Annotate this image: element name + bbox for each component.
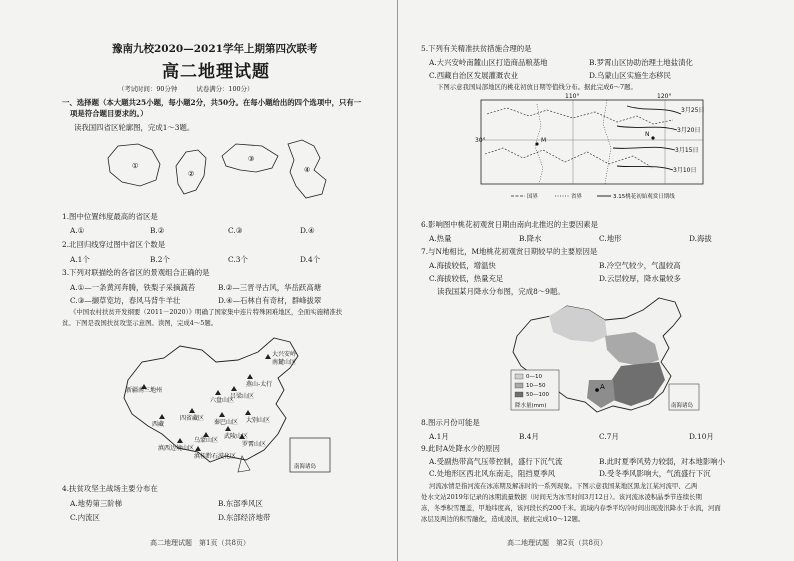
q3-option-c[interactable]: C.③—撷草览坊，春风马背牛羊壮 — [70, 296, 181, 305]
map2-label-9: 秦巴山区 — [214, 419, 239, 426]
map2-label-4: 六盘山区 — [210, 397, 235, 404]
q7-option-d[interactable]: D.云层较厚，降水量较多 — [599, 274, 681, 283]
map2-label-3: 新疆南三地州 — [126, 387, 163, 394]
map3-date-310: 3月10日 — [673, 167, 697, 174]
intro-q10-12-line1: 河流冰情是指河流在冰冻期及解冻时的一系列现象。下图示意我国某地区黑龙江某河流甲、乙两 — [429, 482, 698, 490]
q5-option-d[interactable]: D.乌蒙山区实施生态移民 — [589, 71, 671, 80]
question-2: 2.北回归线穿过图中省区个数是 — [62, 240, 166, 249]
question-3: 3.下列对联描绘的各省区的景观组合正确的是 — [62, 268, 210, 277]
map4-legend-0-10: 0—10 — [526, 374, 542, 380]
map2-label-6: 燕山-太行 — [246, 381, 273, 388]
map3-date-315: 3月15日 — [675, 147, 699, 154]
q7-option-a[interactable]: A.海拔较低，增温快 — [429, 261, 496, 270]
q3-option-b[interactable]: B.②—三晋寻古风，华岳跃高塘 — [218, 283, 322, 292]
map3-date-325: 3月25日 — [681, 107, 705, 114]
intro-q10-12-line3: 冻，冬季积雪覆盖，甲地纬度高，该河段长约200千米。流域内春季平均冷时间出现凌汛降水于水流，河面 — [421, 504, 721, 512]
intro-q4-5-line2: 贫。下图是我国扶贫攻坚示意图。读图，完成4～5题。 — [62, 319, 218, 327]
q2-option-c[interactable]: C.3个 — [228, 255, 248, 264]
exam-info: （考试时间：90分钟 试卷满分：100分） — [118, 85, 254, 93]
q9-option-b[interactable]: B.此时夏季风势力较弱，对本地影响小 — [599, 457, 726, 466]
section-1-heading: 一、选择题（本大题共25小题，每小题2分，共50分。在每小题给出的四个选项中，只有一 — [62, 98, 362, 107]
map2-label-13: 罗霄山区 — [242, 441, 267, 448]
page-1-footer: 高二地理试题 第1页（共8页） — [150, 539, 250, 547]
q5-option-c[interactable]: C.西藏自治区发展灌溉农业 — [429, 71, 519, 80]
map3-lon-110: 110° — [565, 93, 580, 100]
q1-option-c[interactable]: C.③ — [228, 226, 243, 235]
q1-option-b[interactable]: B.② — [150, 226, 165, 235]
q6-option-a[interactable]: A.热量 — [429, 234, 452, 243]
map2-label-15: 滇西边境山区 — [158, 445, 195, 452]
question-7: 7.与N地相比，M地桃花初观赏日期较早的主要原因是 — [421, 247, 598, 256]
q8-option-d[interactable]: D.10月 — [689, 432, 714, 441]
intro-q6-7: 下图示意我国局部地区的桃花初放日期等值线分布。据此完成6～7题。 — [437, 83, 637, 91]
intro-q1-3: 读我国四省区轮廓图，完成1～3题。 — [74, 123, 195, 132]
q8-option-b[interactable]: B.4月 — [519, 432, 539, 441]
q3-option-a[interactable]: A.①—一条黄河奔腾，铁梨子采摘蔬苔 — [70, 283, 196, 292]
map3-legend-provincial: 省界 — [571, 194, 583, 200]
map3-date-320: 3月20日 — [677, 127, 701, 134]
map2-label-1: 大兴安岭 — [272, 351, 297, 358]
map3-legend-national: 国界 — [527, 194, 539, 200]
map2-label-2: 南麓山区 — [272, 359, 297, 366]
question-9: 9.此时A处降水少的原因 — [421, 444, 500, 453]
q4-option-d[interactable]: D.东部经济地带 — [218, 513, 271, 522]
map2-label-10: 大别山区 — [246, 417, 271, 424]
intro-q10-12-line4: 冰层及两边的积雪融化，造成凌汛，据此完成10～12题。 — [421, 515, 585, 523]
map4-inset-label: 南海诸岛 — [671, 403, 694, 409]
q6-option-d[interactable]: D.海拔 — [689, 234, 712, 243]
q7-option-c[interactable]: C.海拔较低，热量充足 — [429, 274, 504, 283]
q9-option-a[interactable]: A.受副热带高气压带控制，盛行下沉气流 — [429, 457, 563, 466]
q6-option-c[interactable]: C.地形 — [599, 234, 622, 243]
q4-option-b[interactable]: B.东部季风区 — [218, 499, 263, 508]
map4-point-a: A — [600, 383, 605, 391]
map3-legend-isoline: 3.15桃花初始观赏日期线 — [613, 194, 675, 200]
exam-title: 高二地理试题 — [162, 62, 270, 82]
q2-option-d[interactable]: D.4个 — [300, 255, 321, 264]
question-6: 6.影响图中桃花初观赏日期由南向北推迟的主要因素是 — [421, 220, 599, 229]
map3-city-n: N — [645, 131, 650, 138]
map4-legend-10-50: 10—50 — [526, 383, 546, 389]
map1-label-4: ④ — [304, 166, 311, 174]
exam-header: 豫南九校2020—2021学年上期第四次联考 — [112, 43, 318, 55]
q9-option-d[interactable]: D.受冬季风影响大，气流盛行下沉 — [599, 469, 711, 478]
map1-label-1: ① — [132, 162, 139, 170]
precipitation-map — [509, 296, 705, 414]
map2-label-14: 滇桂黔石漠化区 — [194, 453, 237, 460]
q1-option-a[interactable]: A.① — [70, 226, 85, 235]
map2-label-8: 四省藏区 — [180, 415, 205, 422]
q8-option-c[interactable]: C.7月 — [599, 432, 619, 441]
q9-option-c[interactable]: C.处地形区西北风东南走，阻挡夏季风 — [429, 469, 555, 478]
map3-lon-120: 120° — [657, 93, 672, 100]
q2-option-b[interactable]: B.2个 — [150, 255, 170, 264]
q1-option-d[interactable]: D.④ — [300, 226, 315, 235]
question-5: 5.下列有关精准扶贫措施合理的是 — [421, 44, 532, 53]
q7-option-b[interactable]: B.冷空气较少，气温较高 — [599, 261, 681, 270]
intro-q4-5-line1: 《中国农村扶贫开发纲要（2011－2020）》明确了国家集中连片特殊困难地区，全面实施精准扶 — [70, 308, 343, 316]
q4-option-a[interactable]: A.地势第三阶梯 — [70, 499, 123, 508]
poverty-areas-map — [118, 334, 338, 476]
page-2-footer: 高二地理试题 第2页（共8页） — [507, 539, 607, 547]
q2-option-a[interactable]: A.1个 — [70, 255, 90, 264]
section-1-heading-cont: 项是符合题目要求的。） — [70, 109, 148, 118]
q8-option-a[interactable]: A.1月 — [429, 432, 449, 441]
q5-option-a[interactable]: A.大兴安岭南麓山区打造商品粮基地 — [429, 58, 548, 67]
map2-label-5: 吕梁山区 — [230, 393, 255, 400]
map1-label-3: ③ — [248, 155, 255, 163]
q3-option-d[interactable]: D.④—石林自有奇材，群峰拔翠 — [218, 296, 322, 305]
intro-q10-12-line2: 处水文站2019年记录的冰期流量数据（时间无为冰雪时间3月12日）。该河流冰凌积晶季节连续长期 — [421, 493, 702, 501]
map2-label-12: 乌蒙山区 — [194, 437, 219, 444]
map4-legend-title: 降水量(mm) — [515, 403, 547, 409]
question-4: 4.扶贫攻坚主战场主要分布在 — [62, 484, 158, 493]
question-8: 8.图示月份可能是 — [421, 418, 480, 427]
page-2 — [399, 0, 794, 561]
map2-label-7: 西藏 — [152, 421, 165, 428]
province-outlines-map — [100, 136, 350, 206]
q6-option-b[interactable]: B.降水 — [519, 234, 542, 243]
map2-label-11: 武陵山区 — [224, 433, 249, 440]
map2-inset-label: 南海诸岛 — [294, 464, 317, 470]
question-1: 1.图中位置纬度最高的省区是 — [62, 212, 158, 221]
map3-lat-30: 30° — [475, 137, 486, 144]
q4-option-c[interactable]: C.内流区 — [70, 513, 100, 522]
intro-q8-9: 读我国某月降水分布图，完成8～9题。 — [437, 287, 565, 296]
map3-city-m: M — [541, 137, 547, 144]
map1-label-2: ② — [188, 170, 195, 178]
q5-option-b[interactable]: B.罗霄山区协助治理土地盐渍化 — [589, 58, 693, 67]
map4-legend-50-100: 50—100 — [526, 392, 549, 398]
peach-blossom-isoline-map — [477, 94, 709, 214]
